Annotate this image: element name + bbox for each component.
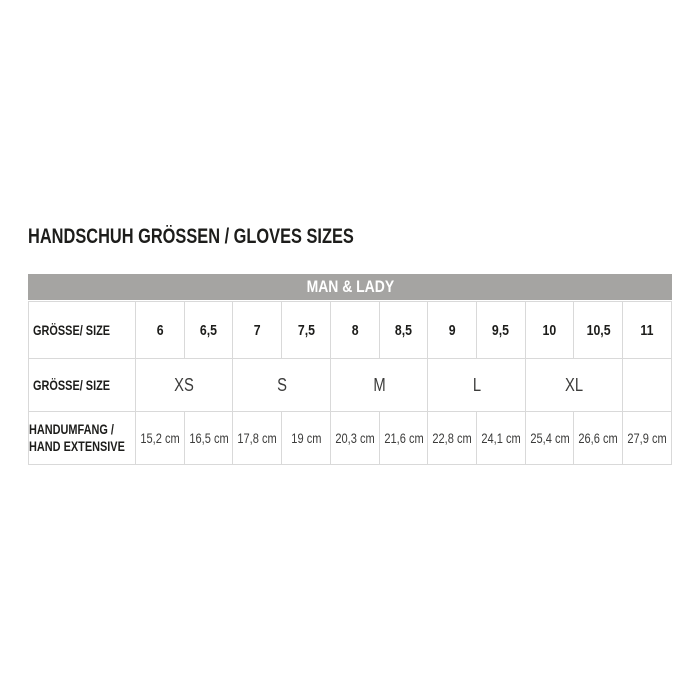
row-label: HANDUMFANG / HAND EXTENSIVE: [29, 412, 136, 465]
circumference-cell: 24,1 cm: [477, 412, 526, 465]
size-cell: 6,5: [184, 302, 233, 359]
circumference-cell: 22,8 cm: [428, 412, 477, 465]
letter-size-cell: S: [233, 359, 330, 412]
size-table: [28, 301, 672, 465]
size-letter-row: [29, 359, 672, 412]
page-title-text: HANDSCHUH GRÖSSEN / GLOVES SIZES: [28, 225, 354, 248]
circumference-cell: 20,3 cm: [330, 412, 379, 465]
size-cell: 9: [428, 302, 477, 359]
size-cell: 7,5: [282, 302, 331, 359]
page-title: [28, 226, 446, 248]
row-label: GRÖSSE/ SIZE: [29, 302, 136, 359]
letter-size-cell: XS: [136, 359, 233, 412]
size-cell: 8: [330, 302, 379, 359]
circumference-cell: 27,9 cm: [623, 412, 672, 465]
letter-size-cell: L: [428, 359, 525, 412]
circumference-cell: 25,4 cm: [525, 412, 574, 465]
circumference-cell: 16,5 cm: [184, 412, 233, 465]
band-header-label: MAN & LADY: [306, 277, 394, 296]
size-chart: [28, 274, 672, 465]
circumference-cell: 19 cm: [282, 412, 331, 465]
circumference-cell: 15,2 cm: [136, 412, 185, 465]
size-number-row: [29, 302, 672, 359]
size-cell: 9,5: [477, 302, 526, 359]
circumference-cell: 26,6 cm: [574, 412, 623, 465]
size-cell: 11: [623, 302, 672, 359]
size-cell: 10,5: [574, 302, 623, 359]
letter-size-cell: XL: [525, 359, 622, 412]
circumference-cell: 21,6 cm: [379, 412, 428, 465]
size-cell: 8,5: [379, 302, 428, 359]
letter-size-cell: M: [330, 359, 427, 412]
circumference-cell: 17,8 cm: [233, 412, 282, 465]
letter-size-cell-empty: [623, 359, 672, 412]
row-label: GRÖSSE/ SIZE: [29, 359, 136, 412]
size-cell: 7: [233, 302, 282, 359]
table-band-header: [28, 274, 672, 300]
size-cell: 10: [525, 302, 574, 359]
circumference-row: [29, 412, 672, 465]
size-cell: 6: [136, 302, 185, 359]
